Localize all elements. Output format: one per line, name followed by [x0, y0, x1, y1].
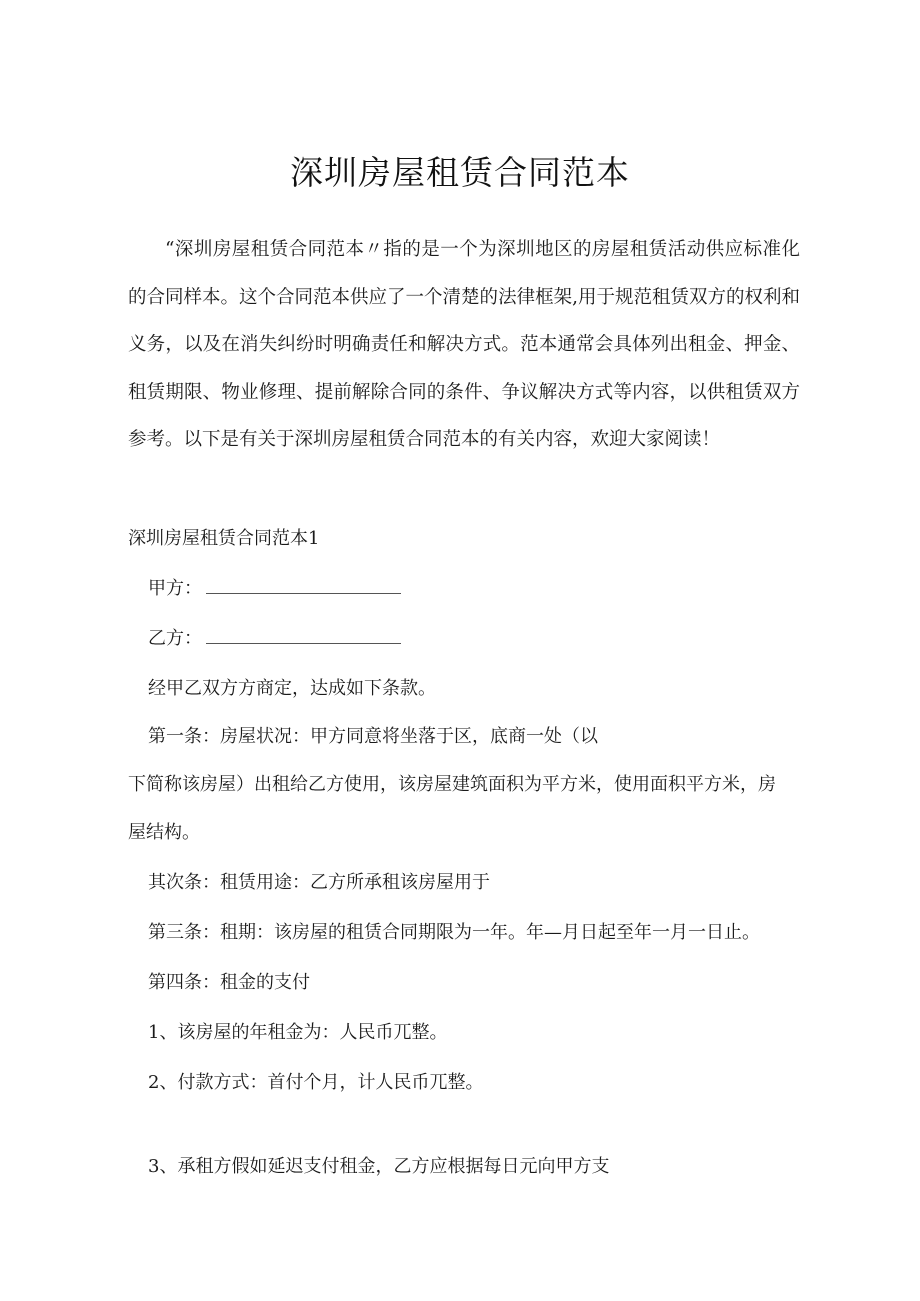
article-4: 第四条：租金的支付 [148, 972, 310, 993]
article-4-item-3: 3、承租方假如延迟支付租金，乙方应根据每日元向甲方支 [148, 1156, 610, 1177]
party-a-line [148, 574, 401, 600]
article-4-item-2: 2、付款方式：首付个月，计人民币兀整。 [148, 1072, 484, 1093]
article-4-item-1: 1、该房屋的年租金为：人民币兀整。 [148, 1022, 448, 1043]
article-3: 第三条：租期：该房屋的租赁合同期限为一年。年—月日起至年一月一日止。 [148, 922, 760, 943]
article-1-line-1: 第一条：房屋状况：甲方同意将坐落于区，底商一处（以 [148, 726, 598, 747]
party-b-line [148, 624, 401, 650]
party-b-blank [206, 629, 401, 644]
agreement-line: 经甲乙双方方商定，达成如下条款。 [148, 678, 436, 699]
document-title: 深圳房屋租赁合同范本 [290, 153, 630, 192]
article-2: 其次条：租赁用途：乙方所承租该房屋用于 [148, 872, 490, 893]
article-1-line-3: 屋结构。 [128, 822, 200, 843]
intro-paragraph: “深圳房屋租赁合同范本〃指的是一个为深圳地区的房屋租赁活动供应标准化的合同样本。这个合同范本供应了一个清楚的法律框架,用于规范租赁双方的权利和义务，以及在消失纠纷时明确责任和解决方式。范本通常会具体列出租金、押金、租赁期限、物业修理、提前解除合同的条件、争议解决方式等内容，以供租赁双方参考。以下是有关于深圳房屋租赁合同范本的有关内容，欢迎大家阅读！ [128, 239, 800, 450]
section-heading: 深圳房屋租赁合同范本1 [128, 528, 320, 549]
party-a-label: 甲方： [148, 578, 202, 599]
party-b-label: 乙方： [148, 628, 202, 649]
article-1-line-2: 下简称该房屋）出租给乙方使用，该房屋建筑面积为平方米，使用面积平方米，房 [128, 774, 776, 795]
party-a-blank [206, 579, 401, 594]
